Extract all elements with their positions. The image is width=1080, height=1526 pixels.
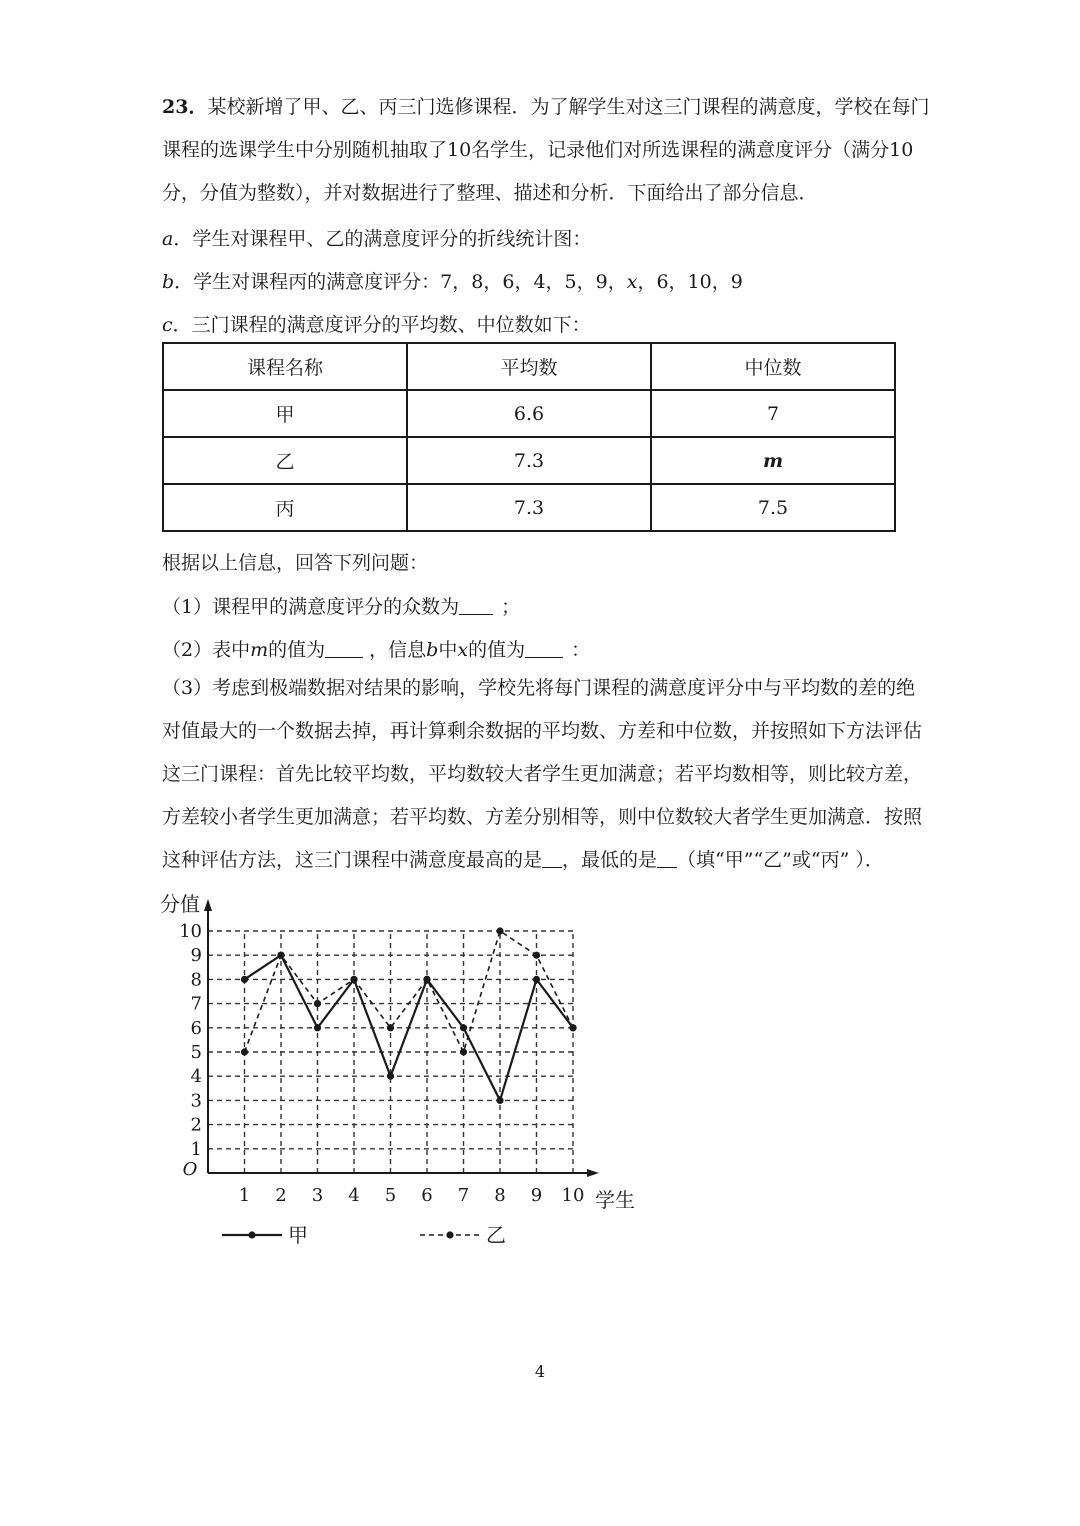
- q3-end: （填“甲”“乙”或“丙” ）．: [677, 849, 884, 871]
- q2-blank-m[interactable]: [325, 639, 363, 658]
- y-tick-label: 1: [190, 1138, 202, 1160]
- series-line-yi: [245, 931, 574, 1052]
- data-point: [496, 1097, 503, 1104]
- x-tick-label: 9: [530, 1185, 543, 1206]
- q1-text: （1）课程甲的满意度评分的众数为: [162, 596, 460, 618]
- origin-label: O: [182, 1159, 198, 1180]
- table-cell: m: [651, 437, 895, 484]
- data-point: [423, 976, 430, 983]
- y-tick-label: 8: [190, 969, 202, 991]
- data-point: [496, 927, 503, 934]
- q3: [162, 667, 932, 882]
- table-cell: 6.6: [407, 390, 651, 437]
- data-point: [350, 976, 357, 983]
- legend-label: 乙: [486, 1223, 506, 1245]
- table-cell: 7: [651, 390, 895, 437]
- data-point: [387, 1024, 394, 1031]
- info-b: [162, 267, 942, 294]
- x-axis-label: 学生: [595, 1188, 635, 1212]
- q3-mid: ，最低的是: [562, 849, 658, 871]
- info-c: [162, 310, 942, 337]
- q1: [162, 592, 942, 619]
- page-number: 4: [534, 1362, 546, 1381]
- data-point: [241, 976, 248, 983]
- data-point: [314, 1024, 321, 1031]
- info-c-label: c: [162, 314, 173, 336]
- legend-marker: [446, 1231, 453, 1238]
- chart-axes: [204, 899, 599, 1177]
- data-point: [569, 1024, 576, 1031]
- q2-text5: 的值为: [468, 639, 526, 661]
- q3-blank-lowest[interactable]: [657, 849, 677, 868]
- table-cell: 7.3: [407, 484, 651, 531]
- data-point: [314, 1000, 321, 1007]
- x-tick-label: 6: [421, 1185, 433, 1206]
- q1-blank[interactable]: [459, 596, 493, 615]
- y-tick-label: 9: [190, 945, 202, 967]
- y-tick-label: 5: [190, 1042, 202, 1063]
- table-row: [163, 484, 895, 531]
- info-a-label: a: [162, 228, 174, 250]
- y-tick-label: 2: [190, 1114, 202, 1136]
- table-cell: 7.3: [407, 437, 651, 484]
- q2-var-b: b: [426, 639, 439, 661]
- info-b-var: x: [626, 271, 638, 293]
- x-tick-label: 3: [311, 1185, 324, 1206]
- y-tick-label: 6: [190, 1017, 202, 1039]
- data-point: [241, 1048, 248, 1055]
- x-tick-label: 5: [384, 1185, 397, 1206]
- table-header-row: [163, 343, 895, 390]
- q2-text1: （2）表中: [162, 639, 251, 661]
- x-tick-label: 1: [238, 1185, 251, 1206]
- table-row: [163, 437, 895, 484]
- chart-labels: [160, 892, 635, 1245]
- data-point: [460, 1048, 467, 1055]
- table-cell: 丙: [163, 484, 407, 531]
- y-tick-label: 3: [190, 1090, 202, 1112]
- y-tick-label: 7: [190, 993, 202, 1015]
- table-cell: 7.5: [651, 484, 895, 531]
- q1-end: ；: [501, 596, 521, 618]
- question-intro-text: 某校新增了甲、乙、丙三门选修课程．为了解学生对这三门课程的满意度，学校在每门课程的选课学生中分别随机抽取了10名学生，记录他们对所选课程的满意度评分（满分10分，分值为整数），并对数据进行了整理、描述和分析．下面给出了部分信息．: [162, 96, 930, 204]
- info-b-text-after: ，6，10，9: [637, 271, 743, 293]
- data-point: [460, 1024, 467, 1031]
- data-point: [277, 952, 284, 959]
- q2: [162, 635, 942, 662]
- x-tick-label: 10: [561, 1185, 585, 1206]
- line-chart: [150, 885, 650, 1245]
- info-b-label: b: [162, 271, 175, 293]
- info-c-text: ．三门课程的满意度评分的平均数、中位数如下：: [172, 314, 591, 336]
- q3-blank-highest[interactable]: [542, 849, 562, 868]
- q2-text4: 中: [438, 639, 458, 661]
- question-number: 23．: [162, 96, 208, 118]
- info-a-text: ．学生对课程甲、乙的满意度评分的折线统计图：: [173, 228, 592, 250]
- answer-prompt: 根据以上信息，回答下列问题：: [162, 552, 429, 574]
- info-a: [162, 224, 942, 251]
- table-header: 课程名称: [163, 343, 407, 390]
- q2-text2: 的值为: [268, 639, 326, 661]
- data-point: [533, 952, 540, 959]
- legend-label: 甲: [288, 1223, 308, 1245]
- q2-var-m: m: [250, 639, 269, 661]
- q2-text3: ，信息: [369, 639, 427, 661]
- table-row: [163, 390, 895, 437]
- stats-table: [162, 342, 896, 532]
- x-tick-label: 2: [275, 1185, 287, 1206]
- y-axis-label: 分值: [160, 892, 200, 916]
- q2-blank-x[interactable]: [525, 639, 563, 658]
- table-header: 平均数: [407, 343, 651, 390]
- table-header: 中位数: [651, 343, 895, 390]
- y-tick-label: 4: [190, 1066, 202, 1088]
- q2-var-x: x: [457, 639, 469, 661]
- y-axis-arrow: [204, 899, 212, 911]
- data-point: [387, 1073, 394, 1080]
- data-point: [533, 976, 540, 983]
- legend-marker: [248, 1231, 255, 1238]
- x-tick-label: 7: [457, 1185, 470, 1206]
- x-axis-arrow: [587, 1169, 599, 1177]
- q3-text: （3）考虑到极端数据对结果的影响，学校先将每门课程的满意度评分中与平均数的差的绝对值最大的一个数据去掉，再计算剩余数据的平均数、方差和中位数，并按照如下方法评估这三门课程：首先比较平均数，平均数较大者学生更加满意；若平均数相等，则比较方差，方差较小者学生更加满意；若平均数、方差分别相等，则中位数较大者学生更加满意．按照这种评估方法，这三门课程中满意度最高的是: [162, 677, 923, 871]
- question-intro: [162, 86, 932, 215]
- x-tick-label: 8: [494, 1185, 506, 1206]
- table-cell: 乙: [163, 437, 407, 484]
- y-tick-label: 10: [179, 921, 202, 942]
- info-b-text: ．学生对课程丙的满意度评分：7，8，6，4，5，9，: [174, 271, 627, 293]
- table-cell: 甲: [163, 390, 407, 437]
- x-tick-label: 4: [348, 1185, 360, 1206]
- chart-series: [241, 927, 577, 1104]
- q2-end: ：: [571, 639, 591, 661]
